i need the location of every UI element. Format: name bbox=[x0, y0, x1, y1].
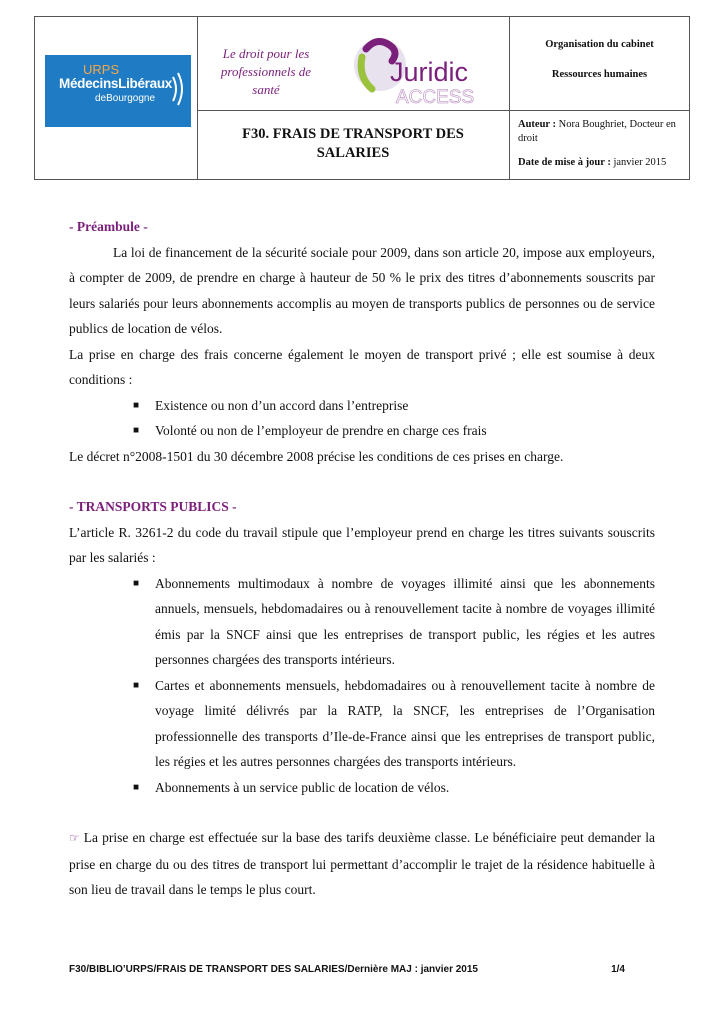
spacer bbox=[69, 800, 655, 825]
org-subcategory: Ressources humaines bbox=[551, 69, 648, 80]
public-transport-paragraph-1: L’article R. 3261-2 du code du travail stipule que l’employeur prend en charge les titres suivants souscrits par les salariés : bbox=[69, 524, 655, 565]
logo-cell bbox=[35, 17, 198, 179]
preamble-paragraph-2: La prise en charge des frais concerne également le moyen de transport privé ; elle est soumise à deux conditions : bbox=[69, 346, 655, 387]
logo-line2: MédecinsLibéraux bbox=[59, 76, 172, 91]
preamble-paragraph-3: Le décret n°2008-1501 du 30 décembre 2008 précise les conditions de ces prises en charge. bbox=[69, 448, 564, 464]
preamble-conditions-list bbox=[69, 393, 655, 444]
list-item-text: Abonnements multimodaux à nombre de voyages illimité ainsi que les abonnements annuels, mensuels, hebdomadaires ou à renouvellement tacite à nombre de voyages illimité émis par la SNCF ainsi que les entreprises de transport public, les régies et les autres personnes chargées des transports intérieurs. bbox=[155, 575, 655, 667]
square-bullet-icon: ■ bbox=[133, 425, 140, 436]
author-label: Auteur : bbox=[518, 119, 557, 130]
square-bullet-icon: ■ bbox=[133, 577, 140, 589]
logo-line3: deBourgogne bbox=[95, 93, 156, 104]
juridic-access-logo bbox=[348, 27, 498, 105]
update-label: Date de mise à jour : bbox=[518, 157, 611, 168]
update-value: janvier 2015 bbox=[613, 157, 667, 168]
spacer bbox=[69, 469, 655, 494]
square-bullet-icon: ■ bbox=[133, 399, 140, 411]
org-cell bbox=[510, 17, 689, 111]
square-bullet-icon: ■ bbox=[133, 781, 140, 793]
page-footer bbox=[69, 964, 625, 975]
public-transport-paragraph-2-text: La prise en charge est effectuée sur la base des tarifs deuxième classe. Le bénéficiaire peut demander la prise en charge du ou des titres de transport lui permettant d’accomplir le trajet de la résidence habituelle à son lieu de travail dans le temps le plus court. bbox=[69, 830, 655, 897]
list-item bbox=[69, 673, 655, 775]
footer-reference: F30/BIBLIO’URPS/FRAIS DE TRANSPORT DES SALARIES/Dernière MAJ : janvier 2015 bbox=[69, 964, 478, 975]
list-item-text: Existence ou non d’un accord dans l’entreprise bbox=[155, 397, 409, 413]
document-body bbox=[69, 214, 655, 903]
logo-line1: URPS bbox=[83, 62, 120, 77]
list-item bbox=[69, 775, 655, 801]
title-cell bbox=[198, 111, 510, 179]
public-transport-heading: - TRANSPORTS PUBLICS - bbox=[69, 499, 237, 514]
preamble-heading: - Préambule - bbox=[69, 219, 148, 234]
public-transport-paragraph-2 bbox=[69, 825, 655, 903]
juridic-text: Juridic bbox=[390, 57, 469, 87]
list-item-text: Cartes et abonnements mensuels, hebdomadaires ou à renouvellement tacite à nombre de voyage limité délivrés par la RATP, la SNCF, les entreprises de l’Organisation professionnelle des transports d’Ile-de-France ainsi que les entreprises de transport public, les régies et les autres personnes chargées des transports intérieurs. bbox=[155, 677, 655, 769]
author-value: Nora Boughriet, Docteur en droit bbox=[518, 119, 676, 144]
author-info bbox=[518, 118, 684, 146]
org-category: Organisation du cabinet bbox=[545, 39, 654, 50]
document-title: F30. FRAIS DE TRANSPORT DES SALARIES bbox=[242, 126, 464, 161]
document-header bbox=[34, 16, 690, 180]
update-info bbox=[518, 157, 684, 168]
list-item-text: Volonté ou non de l’employeur de prendre en charge ces frais bbox=[155, 423, 487, 438]
list-item bbox=[69, 571, 655, 673]
signal-arcs-icon bbox=[171, 69, 187, 109]
page-number: 1/4 bbox=[611, 964, 625, 975]
list-item bbox=[69, 393, 655, 419]
list-item bbox=[69, 418, 655, 444]
urps-logo bbox=[45, 55, 191, 127]
tagline-cell bbox=[198, 17, 510, 111]
author-cell bbox=[510, 111, 689, 179]
hand-pointer-icon: ☞ bbox=[69, 831, 80, 845]
list-item-text: Abonnements à un service public de location de vélos. bbox=[155, 779, 450, 795]
preamble-paragraph-1: La loi de financement de la sécurité sociale pour 2009, dans son article 20, impose aux employeurs, à compter de 2009, de prendre en charge à hauteur de 50 % le prix des titres d’abonnements souscrits par leurs salariés pour leurs abonnements accomplis au moyen de transports publics de personnes ou de service publics de location de vélos. bbox=[69, 244, 655, 336]
square-bullet-icon: ■ bbox=[133, 679, 140, 691]
tagline: Le droit pour les professionnels de santé bbox=[220, 46, 312, 97]
public-transport-titles-list bbox=[69, 571, 655, 801]
access-text: ACCESS bbox=[396, 87, 475, 105]
